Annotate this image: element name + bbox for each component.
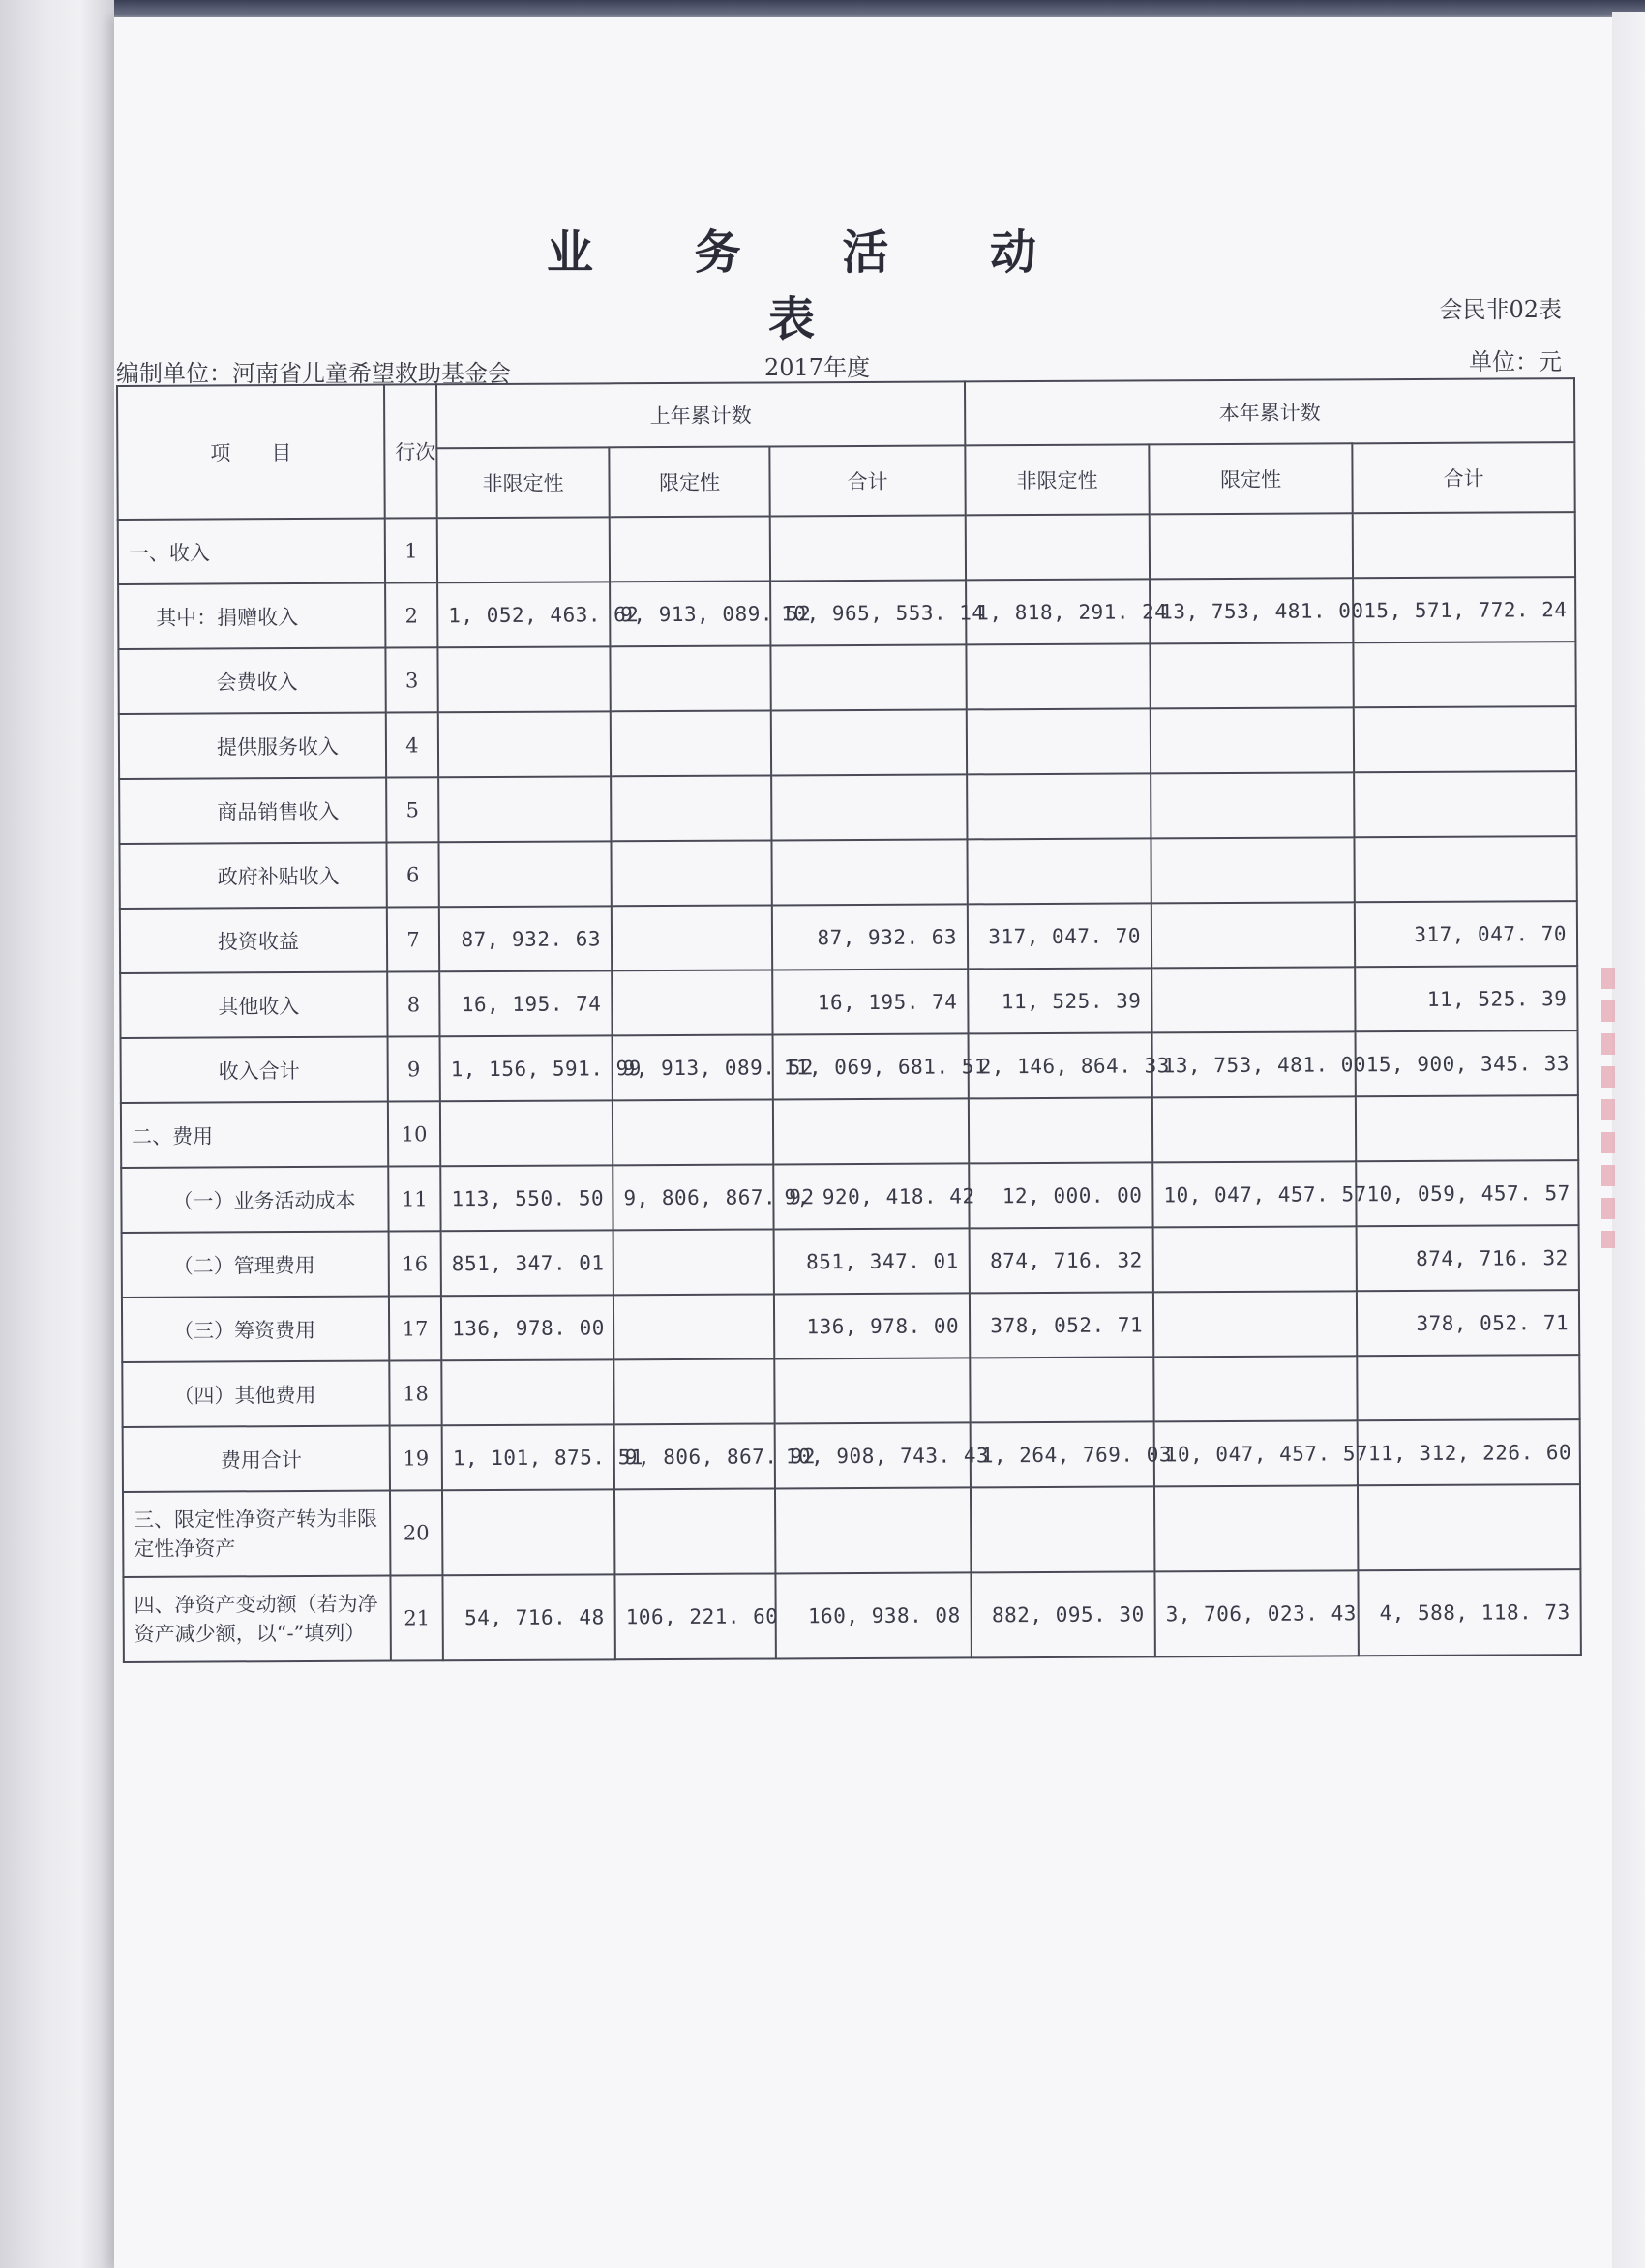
curr-unrestricted-cell: 1, 264, 769. 03 (971, 1421, 1154, 1487)
row-item-label: （四）其他费用 (122, 1361, 389, 1427)
row-line-number: 8 (387, 971, 439, 1036)
row-line-number: 2 (385, 582, 437, 647)
curr-restricted-cell (1151, 837, 1354, 903)
prev-unrestricted-cell (442, 1489, 614, 1575)
curr-unrestricted-cell (967, 838, 1151, 904)
prev-restricted-cell: 106, 221. 60 (614, 1573, 775, 1659)
prev-total-cell: 10, 908, 743. 43 (775, 1422, 971, 1488)
curr-unrestricted-header: 非限定性 (965, 444, 1149, 515)
prev-total-cell (770, 515, 966, 581)
prev-restricted-cell (612, 970, 772, 1035)
group-curr-year-header: 本年累计数 (965, 378, 1574, 445)
row-item-label: 会费收入 (118, 648, 385, 714)
row-line-number: 16 (389, 1231, 441, 1296)
curr-total-cell (1356, 1095, 1578, 1161)
row-line-number: 20 (390, 1490, 442, 1575)
curr-unrestricted-cell (971, 1486, 1154, 1572)
row-line-number: 9 (388, 1036, 440, 1101)
prev-restricted-cell (611, 710, 771, 776)
curr-unrestricted-cell (967, 708, 1151, 774)
prev-total-cell (774, 1358, 970, 1423)
prev-total-cell: 11, 069, 681. 51 (773, 1033, 969, 1099)
prev-unrestricted-cell (437, 646, 610, 712)
prev-total-cell (771, 839, 967, 905)
prev-total-header: 合计 (769, 445, 965, 516)
curr-unrestricted-cell (969, 1097, 1152, 1163)
table-row (121, 1160, 1578, 1233)
prev-unrestricted-cell (437, 517, 610, 582)
row-item-label: 费用合计 (123, 1426, 390, 1492)
table-row (118, 512, 1575, 584)
prev-unrestricted-cell: 113, 550. 50 (440, 1165, 613, 1231)
row-line-number: 17 (389, 1296, 441, 1360)
curr-restricted-cell (1152, 902, 1355, 968)
table-row (122, 1355, 1579, 1427)
curr-unrestricted-cell (966, 514, 1150, 580)
prev-unrestricted-cell: 16, 195. 74 (439, 970, 612, 1036)
curr-total-cell: 874, 716. 32 (1357, 1225, 1579, 1291)
document-title: 业 务 活 动 表 (546, 225, 1080, 346)
row-item-label: 提供服务收入 (119, 713, 386, 779)
curr-total-cell (1358, 1484, 1580, 1570)
prev-total-cell (771, 709, 967, 775)
row-item-label: 政府补贴收入 (119, 843, 386, 909)
prev-restricted-cell: 9, 913, 089. 52 (610, 581, 770, 646)
curr-unrestricted-cell: 378, 052. 71 (970, 1292, 1153, 1358)
curr-total-cell: 11, 525. 39 (1355, 966, 1577, 1031)
prev-total-cell (770, 644, 966, 710)
row-item-label: 其他收入 (120, 972, 387, 1038)
row-item-label: 其中：捐赠收入 (118, 583, 385, 649)
row-item-label: 投资收益 (120, 908, 387, 973)
curr-unrestricted-cell (966, 643, 1150, 709)
prev-restricted-cell (612, 905, 772, 970)
curr-unrestricted-cell: 12, 000. 00 (969, 1162, 1152, 1228)
table-row (119, 771, 1576, 844)
curr-unrestricted-cell (970, 1357, 1153, 1422)
row-line-number: 19 (390, 1425, 442, 1490)
curr-restricted-cell (1152, 967, 1355, 1032)
curr-restricted-cell: 10, 047, 457. 57 (1154, 1420, 1358, 1486)
row-line-number: 1 (385, 518, 437, 582)
curr-unrestricted-cell: 874, 716. 32 (970, 1227, 1153, 1293)
curr-unrestricted-cell: 882, 095. 30 (971, 1571, 1154, 1657)
curr-total-cell: 317, 047. 70 (1355, 901, 1577, 967)
row-line-number: 7 (387, 907, 439, 971)
curr-restricted-header: 限定性 (1149, 443, 1352, 514)
row-line-number: 11 (388, 1166, 440, 1231)
prev-unrestricted-cell (438, 776, 611, 842)
prev-restricted-cell: 9, 806, 867. 92 (614, 1423, 775, 1489)
prev-total-cell: 136, 978. 00 (774, 1293, 970, 1358)
table-row (122, 1225, 1579, 1298)
row-item-label: 一、收入 (118, 519, 385, 584)
prev-restricted-header: 限定性 (609, 446, 769, 517)
prev-restricted-cell (613, 1294, 774, 1359)
prev-unrestricted-cell: 851, 347. 01 (441, 1230, 613, 1296)
prev-unrestricted-cell: 1, 052, 463. 62 (437, 582, 610, 647)
row-item-label: （三）筹资费用 (122, 1297, 389, 1362)
curr-total-cell (1357, 1355, 1579, 1420)
table-row (121, 1095, 1578, 1168)
prev-total-cell: 10, 965, 553. 14 (770, 580, 966, 645)
curr-total-header: 合计 (1352, 442, 1574, 513)
prev-total-cell (771, 774, 967, 840)
curr-total-cell: 4, 588, 118. 73 (1358, 1569, 1580, 1656)
curr-restricted-cell: 3, 706, 023. 43 (1154, 1570, 1358, 1656)
table-row (123, 1569, 1580, 1662)
prev-unrestricted-cell: 87, 932. 63 (439, 906, 612, 971)
prev-unrestricted-cell: 1, 101, 875. 51 (442, 1424, 614, 1490)
curr-unrestricted-cell: 1, 818, 291. 24 (966, 579, 1150, 644)
prev-restricted-cell (613, 1229, 774, 1295)
prev-restricted-cell: 9, 806, 867. 92 (613, 1164, 773, 1230)
prev-total-cell (773, 1098, 969, 1164)
table-row (123, 1484, 1580, 1577)
curr-restricted-cell: 13, 753, 481. 00 (1152, 1031, 1356, 1097)
prev-unrestricted-header: 非限定性 (436, 447, 609, 518)
group-prev-year-header: 上年累计数 (436, 381, 965, 448)
curr-unrestricted-cell (967, 773, 1151, 839)
curr-restricted-cell (1154, 1485, 1358, 1571)
curr-restricted-cell: 13, 753, 481. 00 (1150, 578, 1353, 643)
row-line-number: 6 (386, 842, 438, 907)
prev-restricted-cell (614, 1488, 775, 1574)
prev-unrestricted-cell (440, 1100, 613, 1166)
curr-restricted-cell (1153, 1356, 1357, 1421)
curr-total-cell: 15, 900, 345. 33 (1356, 1030, 1578, 1096)
curr-total-cell (1354, 771, 1576, 837)
report-period: 2017年度 (764, 354, 871, 381)
table-row (121, 1030, 1578, 1103)
prev-unrestricted-cell: 54, 716. 48 (442, 1574, 614, 1660)
row-item-label: 商品销售收入 (119, 778, 386, 844)
prev-total-cell: 851, 347. 01 (774, 1228, 970, 1294)
col-item-header: 项 目 (117, 385, 385, 520)
form-code: 会民非02表 (1439, 296, 1562, 323)
col-line-header: 行次 (384, 384, 437, 518)
row-item-label: 二、费用 (121, 1102, 388, 1168)
table-row (118, 577, 1575, 649)
prev-total-cell: 16, 195. 74 (772, 969, 968, 1034)
table-row (120, 966, 1577, 1038)
table-row (120, 901, 1577, 973)
row-line-number: 10 (388, 1101, 440, 1166)
book-spine (0, 0, 114, 2268)
curr-restricted-cell (1150, 513, 1353, 579)
prev-restricted-cell (613, 1358, 774, 1424)
row-item-label: 三、限定性净资产转为非限定性净资产 (123, 1491, 390, 1577)
page-right-edge (1612, 12, 1645, 2268)
prev-total-cell: 160, 938. 08 (775, 1572, 971, 1658)
table-row (122, 1290, 1579, 1362)
row-item-label: （二）管理费用 (122, 1232, 389, 1298)
row-item-label: （一）业务活动成本 (121, 1167, 388, 1233)
row-line-number: 5 (386, 777, 438, 842)
prev-total-cell: 87, 932. 63 (772, 904, 968, 970)
prev-restricted-cell (611, 775, 771, 841)
row-item-label: 四、净资产变动额（若为净资产减少额，以“-”填列） (123, 1576, 390, 1662)
row-item-label: 收入合计 (121, 1037, 388, 1103)
curr-unrestricted-cell: 11, 525. 39 (968, 968, 1152, 1033)
curr-total-cell (1354, 836, 1576, 902)
prev-unrestricted-cell: 136, 978. 00 (441, 1295, 613, 1360)
prev-restricted-cell (610, 645, 770, 711)
prev-unrestricted-cell (441, 1359, 613, 1425)
row-line-number: 21 (390, 1575, 442, 1660)
curr-restricted-cell (1150, 642, 1353, 708)
prev-unrestricted-cell (438, 711, 611, 777)
prev-restricted-cell (611, 840, 771, 906)
prev-total-cell: 9, 920, 418. 42 (773, 1163, 969, 1229)
curr-total-cell (1353, 642, 1575, 707)
prev-restricted-cell (610, 516, 770, 582)
curr-total-cell (1353, 512, 1575, 578)
curr-restricted-cell: 10, 047, 457. 57 (1152, 1161, 1356, 1227)
curr-restricted-cell (1153, 1226, 1357, 1292)
table-row (119, 706, 1576, 779)
curr-unrestricted-cell: 317, 047. 70 (968, 903, 1152, 969)
curr-unrestricted-cell: 2, 146, 864. 33 (969, 1032, 1152, 1098)
prepared-by: 编制单位：河南省儿童希望救助基金会 (116, 360, 511, 387)
prev-unrestricted-cell (438, 841, 611, 907)
curr-total-cell: 10, 059, 457. 57 (1356, 1160, 1578, 1226)
currency-unit: 单位：元 (1469, 348, 1562, 375)
curr-total-cell: 15, 571, 772. 24 (1353, 577, 1575, 642)
curr-total-cell: 378, 052. 71 (1357, 1290, 1579, 1356)
row-line-number: 18 (389, 1360, 441, 1425)
table-row (123, 1419, 1580, 1492)
curr-restricted-cell (1151, 772, 1354, 838)
business-activity-table (116, 377, 1582, 1663)
row-line-number: 3 (385, 647, 437, 712)
table-row (118, 642, 1575, 714)
seal-stamp-edge (1601, 968, 1615, 1248)
curr-total-cell (1354, 706, 1576, 772)
curr-restricted-cell (1153, 1291, 1357, 1357)
prev-unrestricted-cell: 1, 156, 591. 99 (440, 1035, 613, 1101)
prev-restricted-cell (613, 1099, 773, 1165)
prev-total-cell (775, 1487, 971, 1573)
curr-total-cell: 11, 312, 226. 60 (1358, 1419, 1580, 1485)
prev-restricted-cell: 9, 913, 089. 52 (613, 1034, 773, 1100)
curr-restricted-cell (1152, 1096, 1356, 1162)
row-line-number: 4 (386, 712, 438, 777)
table-row (119, 836, 1576, 909)
curr-restricted-cell (1151, 707, 1354, 773)
